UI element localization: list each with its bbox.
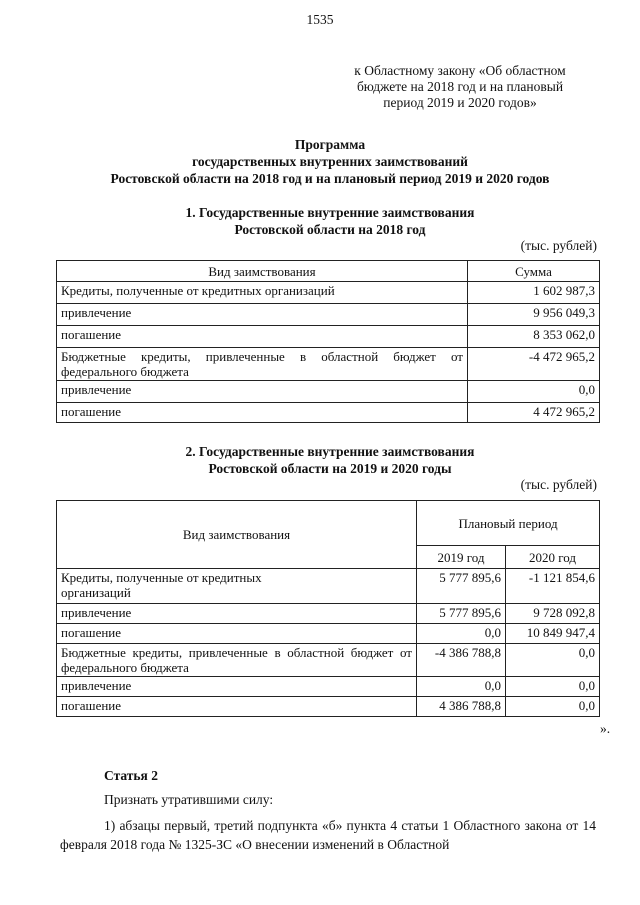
table-row [57, 282, 600, 304]
header-period: Плановый период [417, 501, 600, 546]
row-2020: 9 728 092,8 [506, 604, 600, 624]
row-2019: 5 777 895,6 [417, 569, 506, 604]
section-title-line: 2. Государственные внутренние заимствования [185, 444, 475, 459]
annex-line: бюджете на 2018 год и на плановый [356, 79, 564, 94]
row-2019: -4 386 788,8 [417, 644, 506, 677]
row-sum: -4 472 965,2 [468, 348, 600, 381]
title-line: Программа [294, 137, 366, 152]
row-sum: 9 956 049,3 [468, 304, 600, 326]
row-sum: 8 353 062,0 [468, 326, 600, 348]
section2-units: (тыс. рублей) [520, 477, 597, 492]
row-2020: 10 849 947,4 [506, 624, 600, 644]
row-2020: 0,0 [506, 697, 600, 717]
row-label: Бюджетные кредиты, привлеченные в областной бюджет от федерального бюджета [57, 348, 468, 381]
section-title-line: 1. Государственные внутренние заимствования [185, 205, 475, 220]
table-row [57, 326, 600, 348]
section1-table [56, 260, 600, 423]
section1-units: (тыс. рублей) [520, 238, 597, 253]
table-row [57, 624, 600, 644]
row-label: погашение [57, 326, 468, 348]
row-label: Кредиты, полученные от кредитных организаций [57, 282, 468, 304]
article-item-1: 1) абзацы первый, третий подпункта «б» пункта 4 статьи 1 Областного закона от 14 февраля 2018 года № 1325-ЗС «О внесении изменений в Областной [60, 818, 596, 852]
table-row [57, 381, 600, 403]
row-2020: 0,0 [506, 677, 600, 697]
section-title-line: Ростовской области на 2018 год [234, 222, 426, 237]
row-sum: 4 472 965,2 [468, 403, 600, 423]
row-2019: 0,0 [417, 624, 506, 644]
row-sum: 0,0 [468, 381, 600, 403]
row-label: Бюджетные кредиты, привлеченные в областной бюджет от федерального бюджета [57, 644, 417, 677]
row-label: погашение [57, 403, 468, 423]
article-intro: Признать утратившими силу: [104, 792, 274, 807]
row-2020: -1 121 854,6 [506, 569, 600, 604]
header-2020: 2020 год [506, 546, 600, 569]
annex-line: к Областному закону «Об областном [354, 63, 566, 78]
table-row [57, 403, 600, 423]
row-label: привлечение [57, 677, 417, 697]
row-label: Кредиты, полученные от кредитных организаций [57, 569, 417, 604]
title-line: государственных внутренних заимствований [192, 154, 468, 169]
row-2019: 0,0 [417, 677, 506, 697]
row-label: привлечение [57, 304, 468, 326]
table-row [57, 348, 600, 381]
header-type: Вид заимствования [57, 501, 417, 569]
annex-reference [330, 63, 590, 111]
row-2020: 0,0 [506, 644, 600, 677]
program-title [40, 136, 620, 187]
closing-quote-mark: ». [600, 721, 611, 736]
section2-title [40, 443, 620, 477]
row-2019: 4 386 788,8 [417, 697, 506, 717]
row-label: привлечение [57, 604, 417, 624]
table-row [57, 677, 600, 697]
table-row [57, 644, 600, 677]
article-heading: Статья 2 [104, 768, 158, 783]
row-label: погашение [57, 697, 417, 717]
row-label: погашение [57, 624, 417, 644]
annex-line: период 2019 и 2020 годов» [383, 95, 537, 110]
table-row [57, 304, 600, 326]
row-label: привлечение [57, 381, 468, 403]
header-2019: 2019 год [417, 546, 506, 569]
header-sum: Сумма [468, 261, 600, 282]
table-row [57, 569, 600, 604]
page-number: 1535 [306, 12, 334, 27]
section-title-line: Ростовской области на 2019 и 2020 годы [208, 461, 452, 476]
table-header-row [57, 501, 600, 546]
header-type: Вид заимствования [57, 261, 468, 282]
title-line: Ростовской области на 2018 год и на плановый период 2019 и 2020 годов [110, 171, 550, 186]
row-sum: 1 602 987,3 [468, 282, 600, 304]
section2-table [56, 500, 600, 717]
table-row [57, 604, 600, 624]
section1-title [40, 204, 620, 238]
table-row [57, 697, 600, 717]
table-header-row [57, 261, 600, 282]
row-2019: 5 777 895,6 [417, 604, 506, 624]
